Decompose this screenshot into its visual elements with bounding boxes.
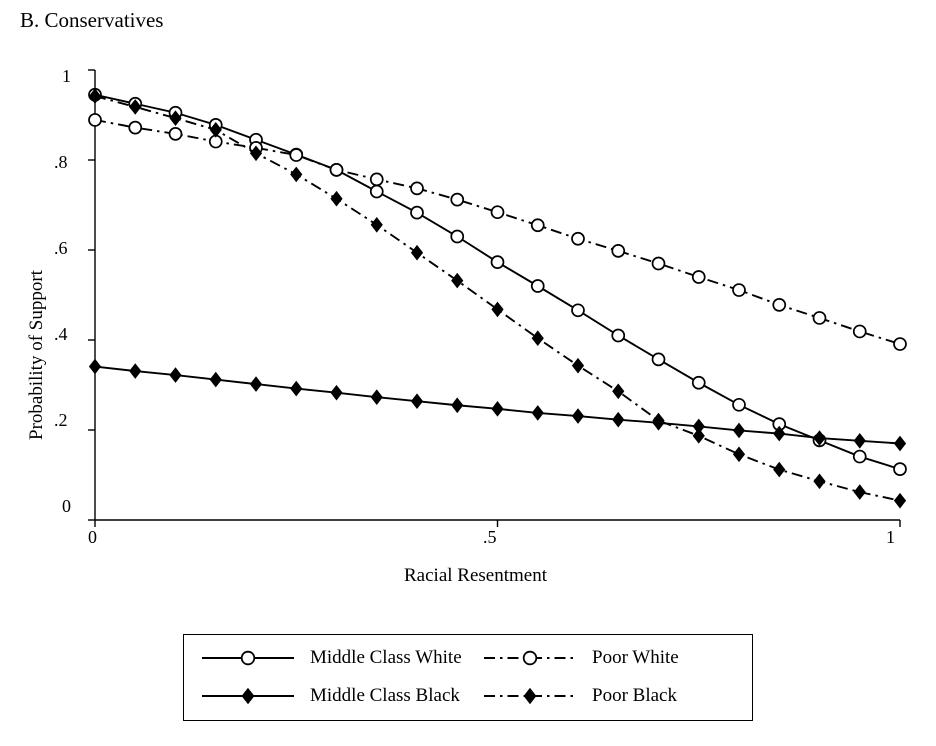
legend-item-label: Poor White	[592, 647, 679, 668]
series-poor-black	[90, 89, 906, 508]
legend-item-middle-class-black	[302, 681, 460, 711]
legend-item-label: Middle Class Black	[310, 685, 460, 706]
y-tick-label: .4	[54, 324, 68, 344]
x-tick-label: .5	[483, 527, 497, 547]
y-tick-label: .2	[54, 410, 68, 430]
y-axis-title: Probability of Support	[26, 270, 47, 440]
legend-item-label: Middle Class White	[310, 647, 462, 668]
y-tick-label: .8	[54, 152, 68, 172]
y-tick-label: 1	[62, 66, 71, 86]
legend-item-middle-class-white	[302, 643, 462, 673]
x-axis-title: Racial Resentment	[404, 565, 547, 586]
legend-item-label: Poor Black	[592, 685, 677, 706]
data-series-layer	[89, 89, 906, 508]
legend-item-poor-white	[584, 643, 679, 673]
x-tick-label: 1	[886, 527, 895, 547]
series-middle-class-black	[90, 360, 906, 451]
legend-item-poor-black	[584, 681, 677, 711]
page-title: B. Conservatives	[20, 8, 164, 32]
y-tick-label: 0	[62, 496, 71, 516]
x-tick-label: 0	[88, 527, 97, 547]
y-tick-label: .6	[54, 238, 68, 258]
chart-legend	[183, 634, 753, 721]
